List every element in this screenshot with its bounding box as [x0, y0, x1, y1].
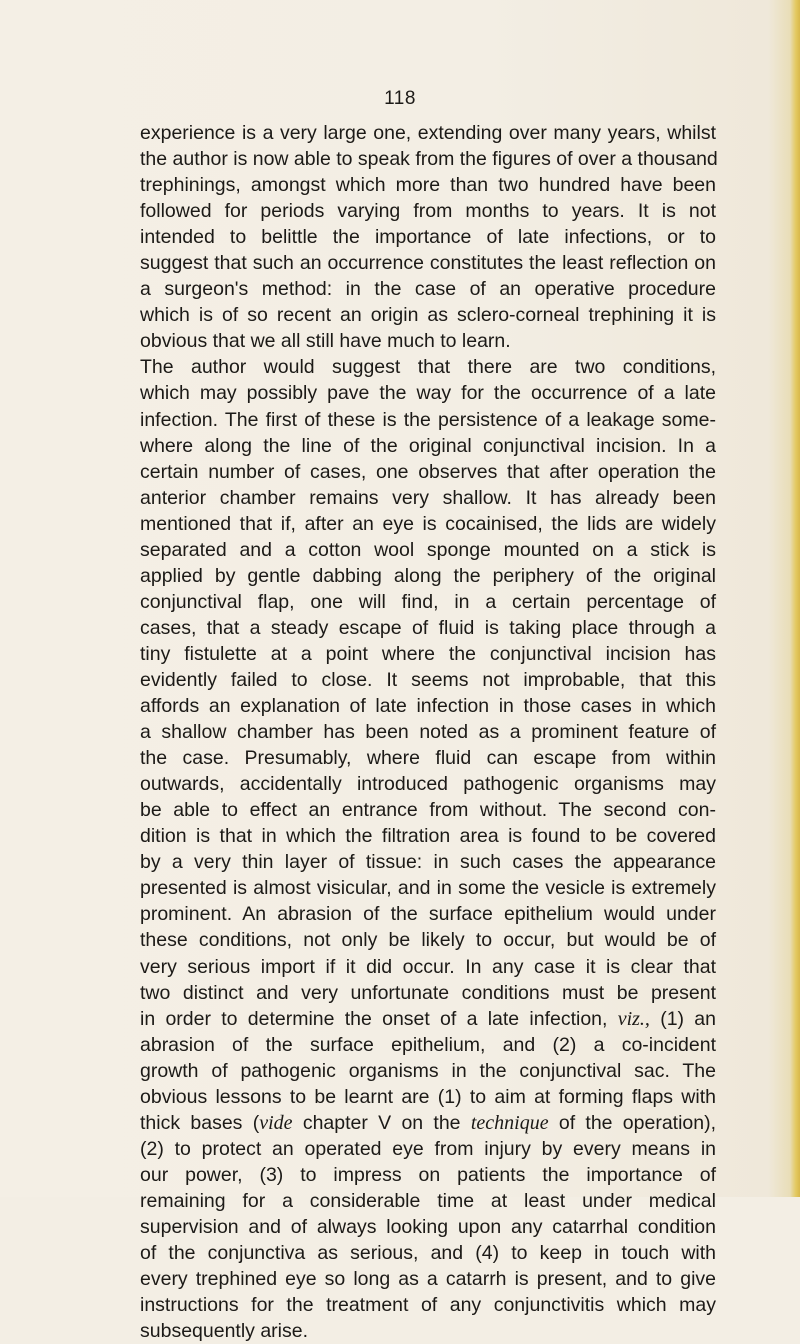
page-number: 118 — [384, 88, 416, 109]
text-line: outwards, accidentally introduced pathogenic organisms may — [140, 773, 716, 796]
text-line: anterior chamber remains very shallow. It has already been — [140, 486, 716, 509]
text-line: obvious lessons to be learnt are (1) to aim at forming flaps with — [140, 1085, 716, 1108]
text-line: experience is a very large one, extending over many years, whilst — [140, 122, 716, 144]
italic-term: technique — [470, 1111, 549, 1134]
text-line: presented is almost visicular, and in some the vesicle is extremely — [140, 877, 716, 900]
text-line: infection. The first of these is the persistence of a leakage some- — [140, 408, 716, 431]
text-line: instructions for the treatment of any conjunctivitis which may — [140, 1294, 716, 1317]
text-line: (2) to protect an operated eye from injury by every means in — [140, 1137, 716, 1160]
text-line: growth of pathogenic organisms in the conjunctival sac. The — [140, 1059, 716, 1082]
text-line: evidently failed to close. It seems not improbable, that this — [140, 668, 716, 691]
text-line: suggest that such an occurrence constitutes the least reflection on — [140, 252, 716, 275]
text-line: by a very thin layer of tissue: in such cases the appearance — [140, 851, 716, 874]
text-line: remaining for a considerable time at least under medical — [140, 1189, 716, 1212]
text-line: abrasion of the surface epithelium, and (2) a co-incident — [140, 1033, 716, 1056]
text-line: which is of so recent an origin as sclero-corneal trephining it is — [140, 304, 716, 327]
line-segment: in order to determine the onset of a late infection, — [140, 1007, 608, 1030]
text-line: of the conjunctiva as serious, and (4) to keep in touch with — [140, 1242, 716, 1265]
text-line: a shallow chamber has been noted as a prominent feature of — [140, 721, 716, 744]
line-segment: (1) an — [660, 1007, 716, 1030]
text-line: dition is that in which the filtration area is found to be covered — [140, 825, 716, 848]
text-line: The author would suggest that there are two conditions, — [140, 356, 716, 379]
text-line: supervision and of always looking upon any catarrhal condition — [140, 1215, 716, 1238]
line-segment: chapter V on the — [302, 1111, 461, 1134]
text-line: a surgeon's method: in the case of an operative procedure — [140, 278, 716, 301]
text-line: obvious that we all still have much to learn. — [140, 330, 511, 353]
text-line: followed for periods varying from months to years. It is not — [140, 200, 716, 223]
text-line: certain number of cases, one observes that after operation the — [140, 460, 716, 483]
text-line: separated and a cotton wool sponge mounted on a stick is — [140, 538, 716, 561]
text-line: applied by gentle dabbing along the periphery of the original — [140, 564, 716, 587]
italic-term: vide — [259, 1111, 293, 1134]
text-line: trephinings, amongst which more than two hundred have been — [140, 174, 716, 197]
text-line: intended to belittle the importance of late infections, or to — [140, 226, 716, 249]
body-text — [140, 120, 716, 1344]
line-segment: thick bases — [140, 1111, 243, 1134]
text-line: very serious import if it did occur. In any case it is clear that — [140, 955, 716, 978]
page-edge — [790, 0, 800, 1197]
text-line: tiny fistulette at a point where the conjunctival incision has — [140, 642, 716, 665]
text-line: prominent. An abrasion of the surface epithelium would under — [140, 903, 716, 926]
text-line: which may possibly pave the way for the occurrence of a late — [140, 382, 716, 405]
text-line: these conditions, not only be likely to occur, but would be of — [140, 929, 716, 952]
text-line: the author is now able to speak from the figures of over a thousand — [140, 148, 718, 171]
text-line: mentioned that if, after an eye is cocainised, the lids are widely — [140, 512, 716, 535]
text-line: where along the line of the original conjunctival incision. In a — [140, 434, 716, 457]
line-segment: of the operation), — [558, 1111, 717, 1134]
text-line-with-italic — [140, 1006, 716, 1032]
text-line-with-italic — [140, 1110, 716, 1136]
text-line: two distinct and very unfortunate conditions must be present — [140, 981, 716, 1004]
text-line: our power, (3) to impress on patients the importance of — [140, 1163, 716, 1186]
text-line: be able to effect an entrance from without. The second con- — [140, 799, 716, 822]
text-line: conjunctival flap, one will find, in a certain percentage of — [140, 590, 716, 613]
text-line: affords an explanation of late infection in those cases in which — [140, 695, 716, 718]
text-line: the case. Presumably, where fluid can escape from within — [140, 747, 716, 770]
line-segment: ( — [252, 1111, 260, 1134]
italic-term: viz., — [617, 1007, 650, 1030]
text-line: subsequently arise. — [140, 1320, 309, 1343]
text-line: every trephined eye so long as a catarrh is present, and to give — [140, 1268, 716, 1291]
text-line: cases, that a steady escape of fluid is taking place through a — [140, 616, 716, 639]
